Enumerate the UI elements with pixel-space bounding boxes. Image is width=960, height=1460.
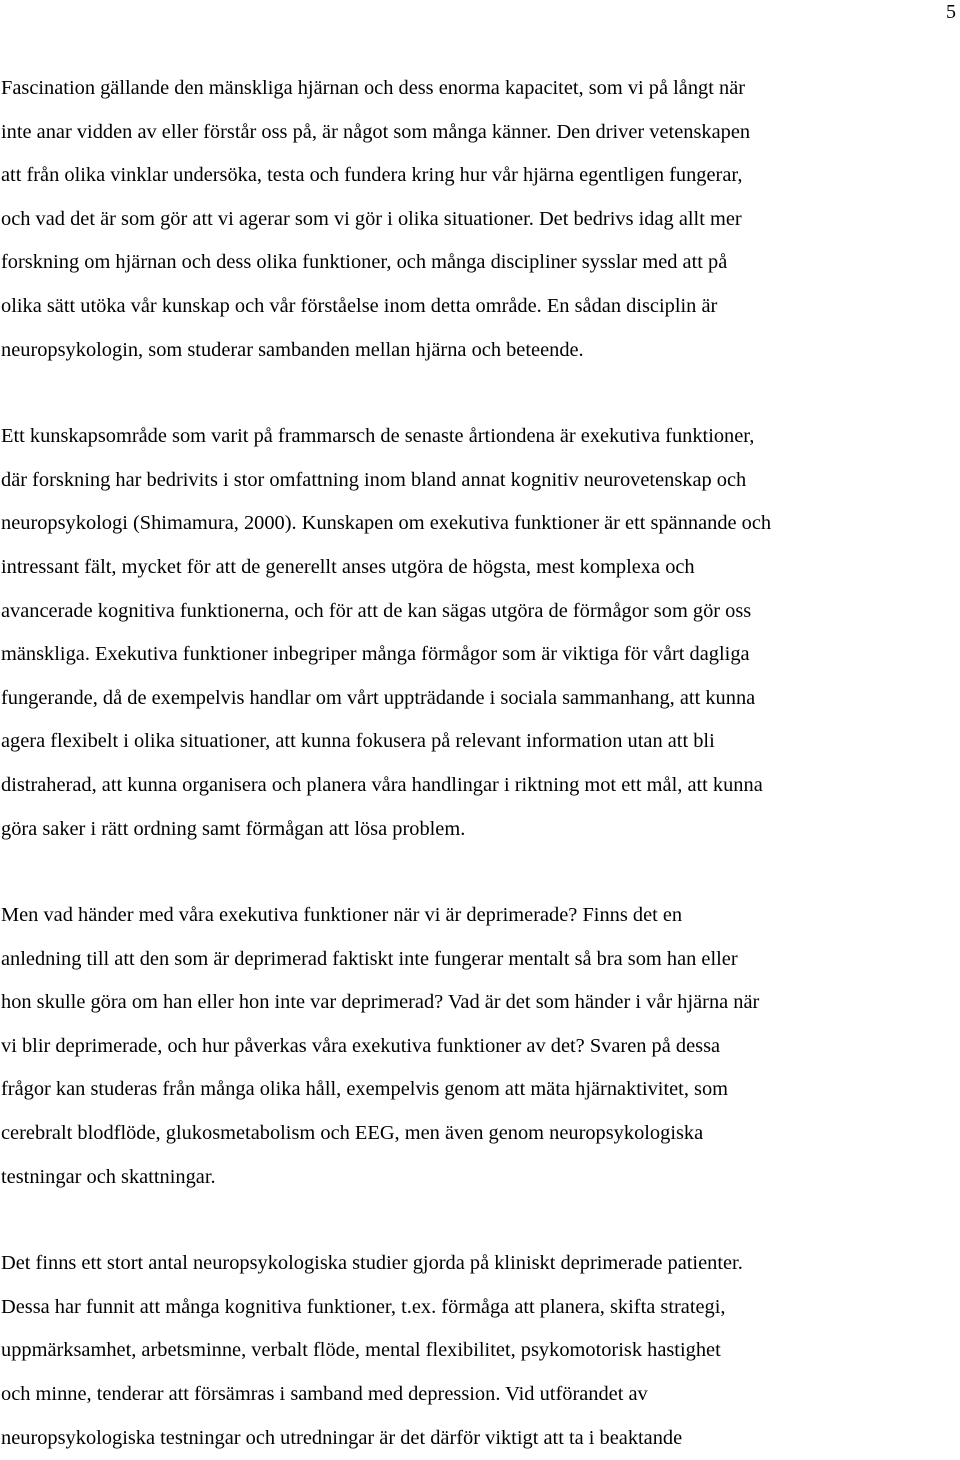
text-line: uppmärksamhet, arbetsminne, verbalt flöde, mental flexibilitet, psykomotorisk hastighet	[1, 1339, 721, 1362]
text-line: Men vad händer med våra exekutiva funktioner när vi är deprimerade? Finns det en	[1, 904, 683, 927]
text-line: vi blir deprimerade, och hur påverkas våra exekutiva funktioner av det? Svaren på dessa	[1, 1034, 721, 1057]
text-line: testningar och skattningar.	[1, 1165, 216, 1188]
paragraph-intro	[1, 67, 959, 372]
text-line: hon skulle göra om han eller hon inte var deprimerad? Vad är det som händer i vår hjärna när	[1, 991, 760, 1014]
text-line: göra saker i rätt ordning samt förmågan att lösa problem.	[1, 817, 466, 840]
text-line: avancerade kognitiva funktionerna, och för att de kan sägas utgöra de förmågor som gör oss	[1, 599, 752, 622]
text-line: intressant fält, mycket för att de generellt anses utgöra de högsta, mest komplexa och	[1, 555, 695, 578]
text-line: och vad det är som gör att vi agerar som vi gör i olika situationer. Det bedrivs idag allt mer	[1, 207, 742, 230]
text-line: anledning till att den som är deprimerad faktiskt inte fungerar mentalt så bra som han eller	[1, 947, 738, 970]
text-line: distraherad, att kunna organisera och planera våra handlingar i riktning mot ett mål, att kunna	[1, 773, 763, 796]
text-line: Fascination gällande den mänskliga hjärnan och dess enorma kapacitet, som vi på långt när	[1, 77, 746, 99]
text-line: inte anar vidden av eller förstår oss på, är något som många känner. Den driver vetenskapen	[1, 120, 751, 143]
text-line: fungerande, då de exempelvis handlar om vårt uppträdande i sociala sammanhang, att kunna	[1, 686, 756, 709]
page-number: 5	[946, 1, 956, 23]
paragraph-executive-functions	[1, 415, 959, 851]
paragraph-studies	[1, 1242, 959, 1460]
text-line: och minne, tenderar att försämras i samband med depression. Vid utförandet av	[1, 1383, 648, 1406]
text-line: frågor kan studeras från många olika håll, exempelvis genom att mäta hjärnaktivitet, som	[1, 1078, 729, 1101]
text-line: neuropsykologi (Shimamura, 2000). Kunskapen om exekutiva funktioner är ett spännande och	[1, 512, 772, 535]
text-line: agera flexibelt i olika situationer, att kunna fokusera på relevant information utan att bli	[1, 730, 715, 753]
text-line: Dessa har funnit att många kognitiva funktioner, t.ex. förmåga att planera, skifta strategi,	[1, 1295, 726, 1318]
text-line: Det finns ett stort antal neuropsykologiska studier gjorda på kliniskt deprimerade patienter.	[1, 1252, 743, 1275]
text-line: där forskning har bedrivits i stor omfattning inom bland annat kognitiv neurovetenskap och	[1, 468, 747, 491]
paragraph-depression-question	[1, 894, 959, 1199]
text-line: neuropsykologiska testningar och utredningar är det därför viktigt att ta i beaktande	[1, 1426, 683, 1449]
text-line: cerebralt blodflöde, glukosmetabolism och EEG, men även genom neuropsykologiska	[1, 1122, 704, 1145]
page-body	[1, 67, 959, 1460]
text-line: forskning om hjärnan och dess olika funktioner, och många discipliner sysslar med att på	[1, 251, 728, 274]
text-line: mänskliga. Exekutiva funktioner inbegriper många förmågor som är viktiga för vårt dagliga	[1, 643, 750, 666]
text-line: olika sätt utöka vår kunskap och vår förståelse inom detta område. En sådan disciplin är	[1, 294, 718, 317]
text-line: att från olika vinklar undersöka, testa och fundera kring hur vår hjärna egentligen fungerar,	[1, 164, 743, 187]
text-line: neuropsykologin, som studerar sambanden mellan hjärna och beteende.	[1, 338, 584, 361]
text-line: Ett kunskapsområde som varit på frammarsch de senaste årtiondena är exekutiva funktioner,	[1, 425, 755, 448]
